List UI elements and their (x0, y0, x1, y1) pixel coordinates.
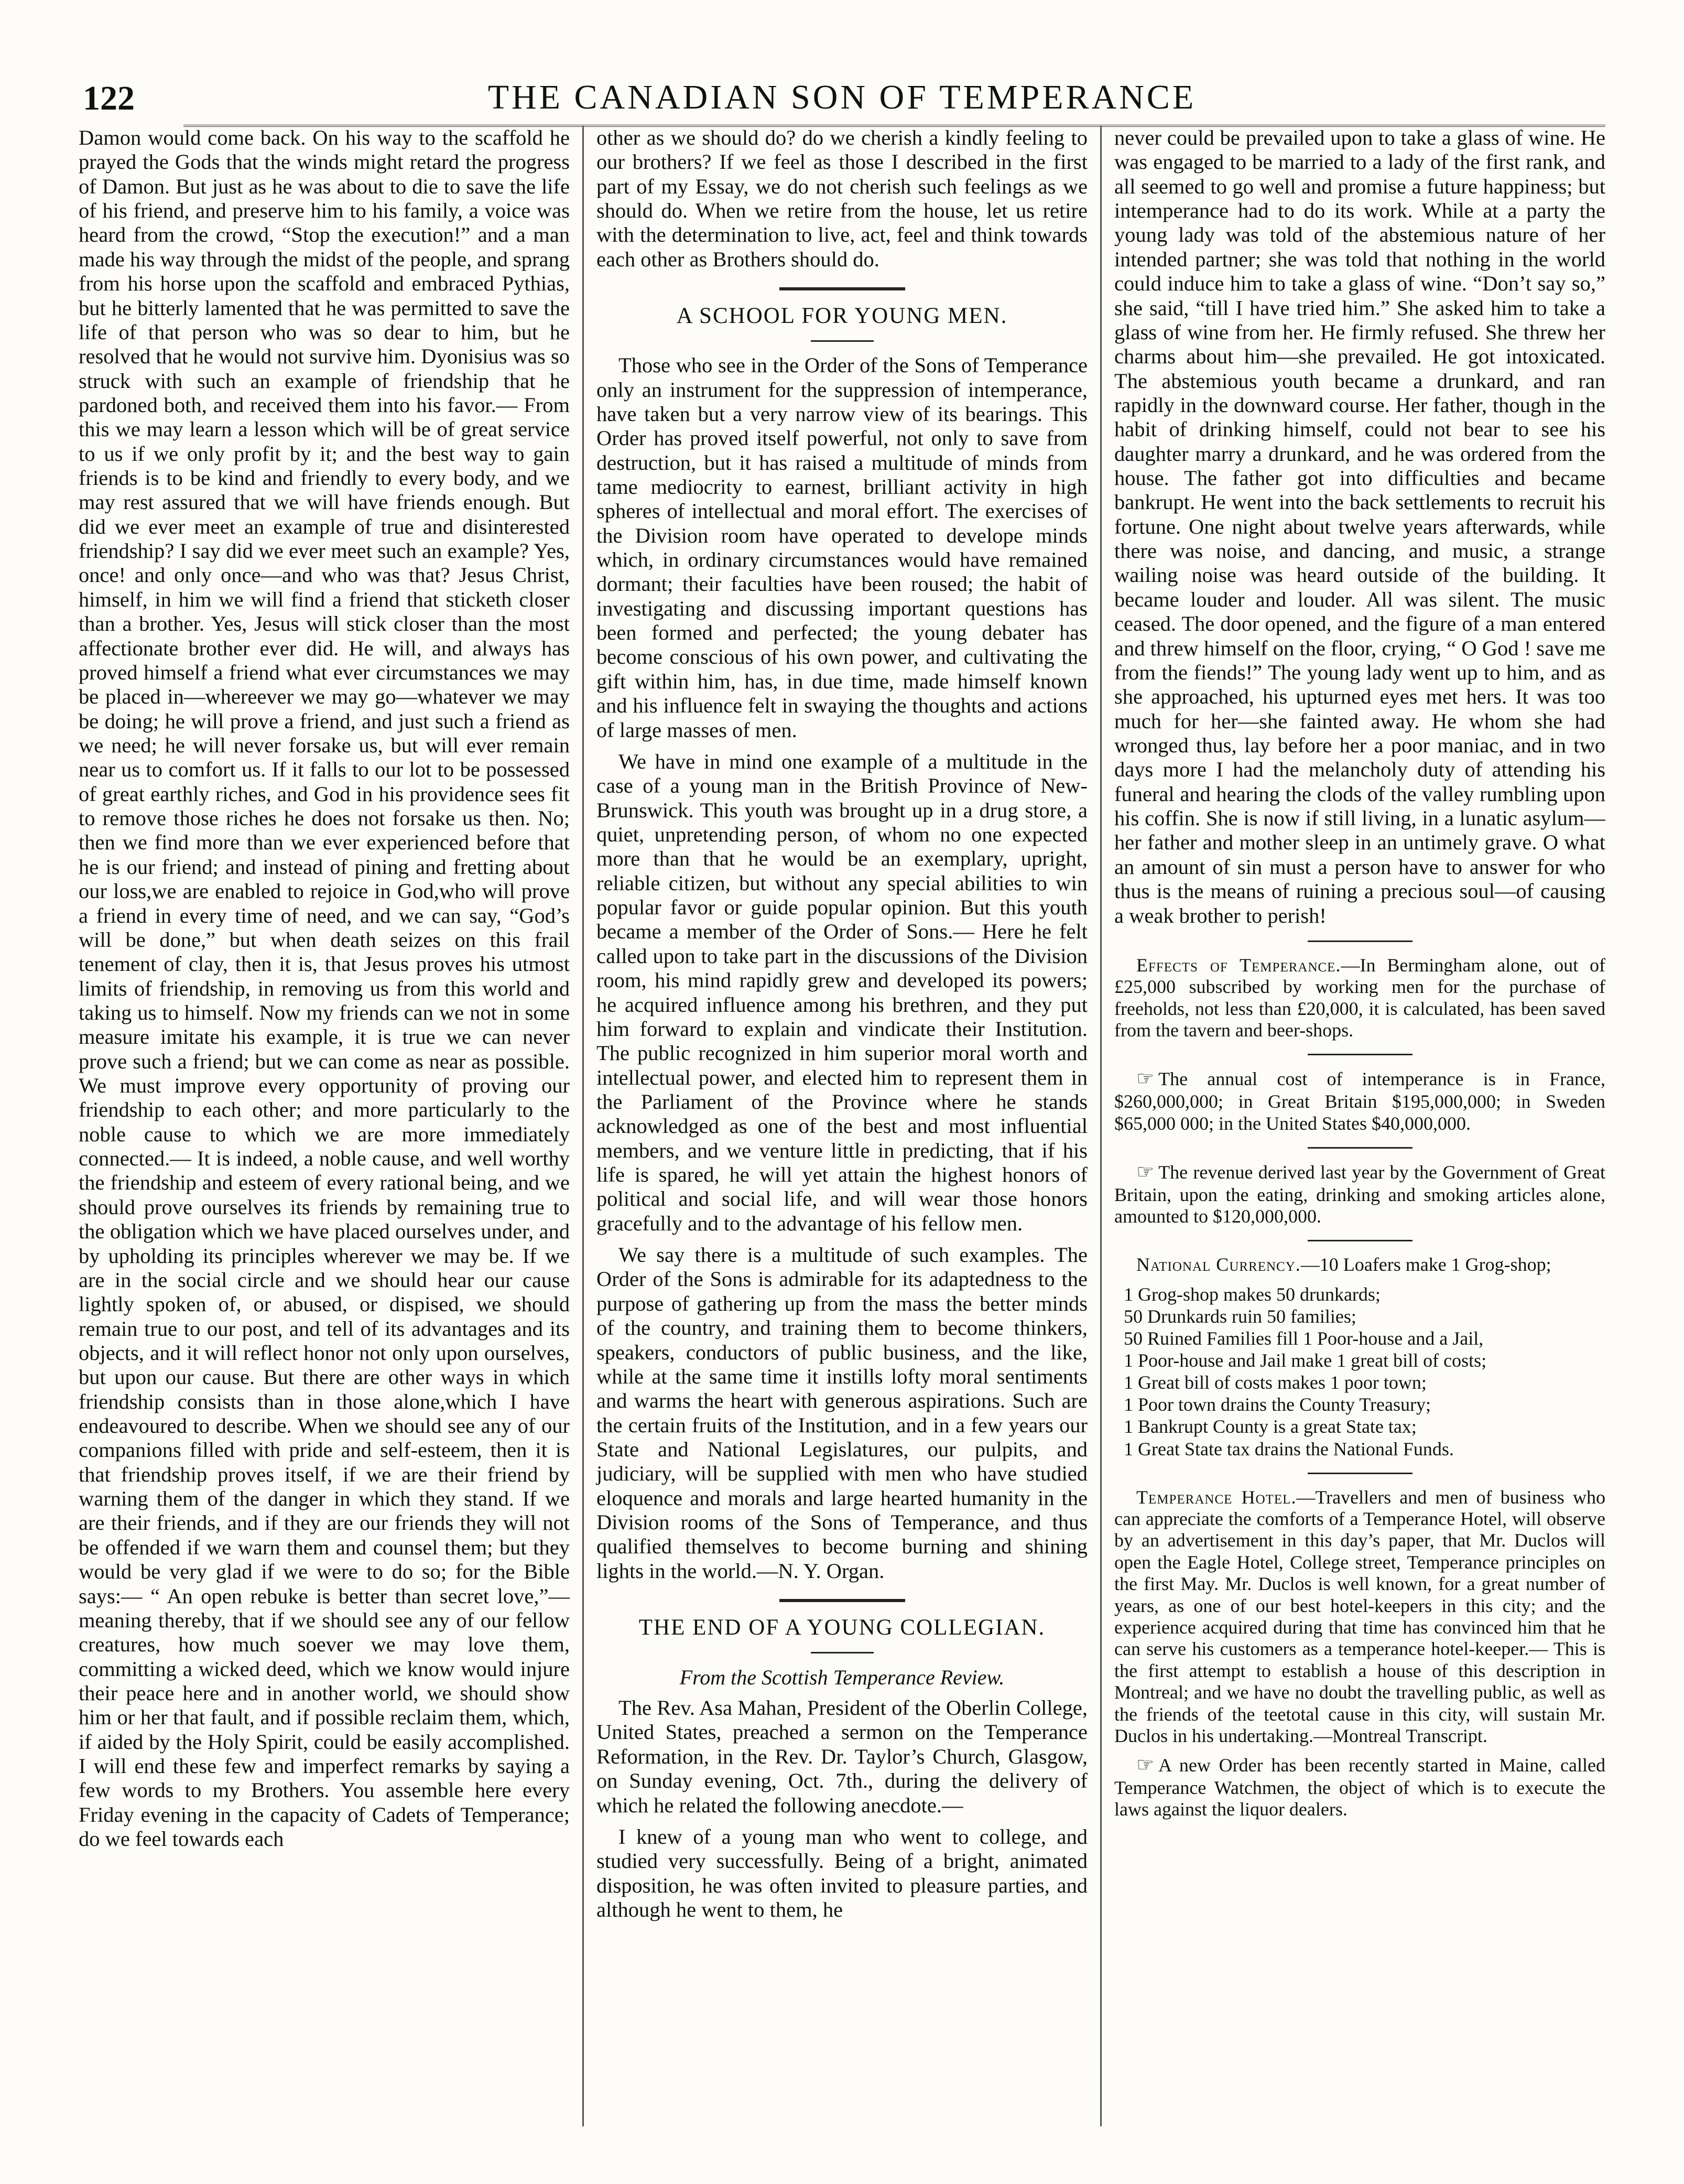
page-header (79, 73, 1605, 131)
effects-item (1114, 955, 1605, 1042)
currency-list (1114, 1283, 1605, 1460)
list-item: 1 Poor-house and Jail make 1 great bill of costs; (1124, 1350, 1487, 1371)
section-divider (1308, 1147, 1413, 1149)
heading-rule (811, 340, 874, 342)
revenue-item (1114, 1161, 1605, 1227)
order-text: A new Order has been recently started in Maine, called Temperance Watchmen, the object of which is to execute the laws against the liquor dealers. (1114, 1755, 1605, 1820)
currency-title: National Currency. (1136, 1254, 1301, 1275)
section-divider (1308, 1240, 1413, 1241)
list-item: 1 Great State tax drains the National Funds. (1124, 1438, 1454, 1459)
order-item (1114, 1754, 1605, 1820)
collegian-story: never could be prevailed upon to take a glass of wine. He was engaged to be married to a lady of the first rank, and all seemed to go well and promise a future happiness; but intemperance had to do its work. While at a party the young lady was told of the abstemious nature of her intended partner; she was told that nothing in the world could induce him to take a glass of wine. “Don’t say so,” she said, “till I have tried him.” She asked him to take a glass of wine from her. He firmly refused. She threw her charms about him—she prevailed. He got intoxicated. The abstemious youth became a drunkard, and ran rapidly in the downward course. Her father, though in the habit of drinking himself, could not bear to see his daughter marry a drunkard, and he was ordered from the house. The father got into difficulties and became bankrupt. He went into the back settlements to recruit his fortune. One night about twelve years afterwards, while there was noise, and dancing, and music, a strange wailing noise was heard outside of the building. It became louder and louder. All was silent. The music ceased. The door opened, and the figure of a man entered and threw himself on the floor, crying, “ O God ! save me from the fiends!” The young lady went up to him, and as she approached, his upturned eyes met hers. It was too much for her—she fainted away. He whom she had wronged thus, lay before her a poor maniac, and in two days more I had the melancholy duty of attending his funeral and hearing the clods of the valley rumbling upon his coffin. She is now if still living, in a lunatic asylum—her father and mother sleep in an untimely grave. O what an amount of sin must a person have to answer for who thus is the means of ruining a precious soul—of causing a weak brother to perish! (1114, 126, 1605, 927)
essay-continuation: Damon would come back. On his way to the scaffold he prayed the Gods that the winds might retard the progress of Damon. But just as he was about to die to save the life of his friend, and preserve him to his family, a voice was heard from the crowd, “Stop the execution!” and a man made his way through the midst of the people, and sprang from his horse upon the scaffold and embraced Pythias, but he bitterly lamented that he was permitted to save the life of that person who was so dear to him, but he resolved that he would not survive him. Dyonisius was so struck with such an example of friendship that he pardoned both, and received them into his favor.— From this we may learn a lesson which will be of great service to us if we only profit by it; and the best way to gain friends is to be kind and friendly to every body, and we may rest assured that we will have friends enough. But did we ever meet an example of true and disinterested friendship? I say did we ever meet such an example? Yes, once! and only once—and who was that? Jesus Christ, himself, in him we will find a friend that sticketh closer than a brother. Yes, Jesus will stick closer than the most affectionate brother ever did. He will, and always has proved himself a friend what ever circumstances we may be placed in—whereever we may go—whatever we may be doing; he will prove a friend, and just such a friend as we need; he will never forsake us, but will ever remain near us to comfort us. If it falls to our lot to be possessed of great earthly riches, and God in his providence sees fit to remove those riches he does not forsake us then. No; then we find more than we ever experienced before that he is our friend; and instead of pining and fretting about our loss,we are enabled to rejoice in God,who will prove a friend in every time of need, and we can say, “God’s will be done,” but when death seizes on this frail tenement of clay, then it is, that Jesus proves his utmost limits of friendship, in removing us from this world and taking us to himself. Now my friends can we not in some measure imitate his example, it is true we can never prove such a friend; but we can come as near as possible. We must improve every opportunity of proving our friendship to each other; and more particularly to the noble cause to which we are more immediately connected.— It is indeed, a noble cause, and well worthy the friendship and esteem of every rational being, and we should prove ourselves its friends by remaining true to the obligation which we have placed ourselves under, and by upholding its principles wherever we may be. If we are in the social circle and we should hear our cause lightly spoken of, or abused, or dispised, we should remain true to our post, and tell of its advantages and its objects, and it will reflect honor not only upon ourselves, but upon our cause. But there are other ways in which friendship consists than in those alone,which I have endeavoured to describe. When we should see any of our companions filled with pride and self-esteem, then it is that friendship proves itself, if we are their friend by warning them of the danger in which they stand. If we are their friends, and if they are our friends they will not be offended if we warn them and counsel them; but they would be very glad if we were to do so; for the Bible says:— “ An open rebuke is better than secret love,”— meaning thereby, that if we should see any of our fellow creatures, how much soever we may love them, committing a wicked deed, which we know would injure their peace here and in another world, we should show him or her that fault, and if possible reclaim them, which, if aided by the Holy Spirit, could be easily accomplished. I will end these few and imperfect remarks by saying a few words to my Brothers. You assemble here every Friday evening in the capacity of Cadets of Temperance; do we feel towards each (79, 126, 570, 1851)
column-2 (582, 126, 1100, 2126)
cost-text: The annual cost of intemperance is in France, $260,000,000; in Great Britain $195,000,000; in Sweden $65,000 000; in the United States $40,000,000. (1114, 1068, 1605, 1134)
revenue-text: The revenue derived last year by the Government of Great Britain, upon the eating, drinking and smoking articles alone, amounted to $120,000,000. (1114, 1161, 1605, 1227)
pointing-hand-icon: ☞ (1136, 1161, 1155, 1183)
essay-conclusion: other as we should do? do we cherish a kindly feeling to our brothers? If we feel as those I described in the first part of my Essay, we do not cherish such feelings as we should do. When we retire from the house, let us retire with the determination to live, act, feel and think towards each other as Brothers should do. (596, 126, 1088, 271)
article-byline: From the Scottish Temperance Review. (679, 1666, 1005, 1690)
effects-text: —In Bermingham alone, out of £25,000 subscribed by working men for the purchase of freeholds, not less than £20,000, it is calculated, has been saved from the tavern and beer-shops. (1114, 954, 1605, 1041)
pointing-hand-icon: ☞ (1136, 1754, 1155, 1777)
list-item: 1 Great bill of costs makes 1 poor town; (1124, 1372, 1427, 1393)
currency-intro: —10 Loafers make 1 Grog-shop; (1300, 1254, 1551, 1275)
section-divider (779, 287, 905, 290)
effects-title: Effects of Temperance. (1136, 954, 1341, 976)
hotel-item (1114, 1487, 1605, 1747)
article-heading-school: A SCHOOL FOR YOUNG MEN. (676, 304, 1008, 329)
columns (79, 126, 1605, 2126)
article-heading-collegian: THE END OF A YOUNG COLLEGIAN. (638, 1615, 1046, 1640)
currency-item (1114, 1254, 1605, 1275)
article-paragraph: Those who see in the Order of the Sons of Temperance only an instrument for the suppression of intemperance, have taken but a very narrow view of its bearings. This Order has proved itself powerful, not only to save from destruction, but it has raised a multitude of minds from tame mediocrity to earnest, brilliant activity in high spheres of intellectual and moral effort. The exercises of the Division room have operated to develope minds which, in ordinary circumstances would have remained dormant; their faculties have been roused; the habit of investigating and discussing important questions has been formed and perfected; the young debater has become conscious of his own power, and cultivating the gift within him, has, in due time, made himself known and his influence felt in swaying the thoughts and actions of large masses of men. (596, 353, 1088, 742)
article-paragraph: We have in mind one example of a multitude in the case of a young man in the British Province of New-Brunswick. This youth was brought up in a drug store, a quiet, unpretending person, of whom no one expected more than that he would be an exemplary, upright, reliable citizen, but without any special abilities to win popular favor or guide popular opinion. But this youth became a member of the Order of Sons.— Here he felt called upon to take part in the discussions of the Division room, his mind rapidly grew and developed its powers; he acquired influence among his brethren, and they put him forward to explain and vindicate their Institution. The public recognized in him superior moral worth and intellectual power, and elected him to represent them in the Parliament of the Province where he stands acknowledged as one of the best and most influential members, and we venture little in predicting, that if his life is spared, he will yet attain the highest honors of political and social life, and will wear those honors gracefully and to the advantage of his fellow men. (596, 749, 1088, 1235)
article-paragraph: I knew of a young man who went to college, and studied very successfully. Being of a bright, animated disposition, he was often invited to pleasure parties, and although he went to them, he (596, 1824, 1088, 1921)
list-item: 1 Bankrupt County is a great State tax; (1124, 1416, 1417, 1437)
pointing-hand-icon: ☞ (1136, 1068, 1155, 1090)
list-item: 50 Ruined Families fill 1 Poor-house and a Jail, (1124, 1327, 1484, 1349)
section-divider (1308, 940, 1413, 942)
page-number: 122 (83, 79, 135, 117)
column-1 (79, 126, 582, 2126)
section-divider (779, 1599, 905, 1602)
heading-rule (811, 1652, 874, 1653)
section-divider (1308, 1054, 1413, 1055)
list-item: 1 Poor town drains the County Treasury; (1124, 1394, 1431, 1415)
list-item: 50 Drunkards ruin 50 families; (1124, 1305, 1356, 1327)
list-item: 1 Grog-shop makes 50 drunkards; (1124, 1283, 1381, 1305)
article-paragraph: We say there is a multitude of such examples. The Order of the Sons is admirable for its adaptedness to the purpose of gathering up from the mass the better minds of the country, and training them to become thinkers, speakers, conductors of public business, and the like, while at the same time it instills lofty moral sentiments and warms the heart with generous aspirations. Such are the certain fruits of the Institution, and in a few years our State and National Legislatures, our pulpits, and judiciary, will be supplied with men who have studied eloquence and morals and large hearted humanity in the Division rooms of the Sons of Temperance, and thus qualified themselves to become burning and shining lights in the world.—N. Y. Organ. (596, 1243, 1088, 1583)
section-divider (1308, 1473, 1413, 1474)
cost-item (1114, 1068, 1605, 1134)
running-title: THE CANADIAN SON OF TEMPERANCE (487, 78, 1197, 116)
hotel-text: —Travellers and men of business who can appreciate the comforts of a Temperance Hotel, will observe by an advertisement in this day’s paper, that Mr. Duclos will open the Eagle Hotel, College street, Temperance principles on the first May. Mr. Duclos is well known, for a great number of years, as one of our best hotel-keepers in this city; and the experience acquired during that time has convinced him that he can serve his customers as a temperance hotel-keeper.— This is the first attempt to establish a house of this description in Montreal; and we have no doubt the travelling public, as well as the friends of the teetotal cause in this city, will sustain Mr. Duclos in his undertaking.—Montreal Transcript. (1114, 1486, 1605, 1746)
article-paragraph: The Rev. Asa Mahan, President of the Oberlin College, United States, preached a sermon on the Temperance Reformation, in the Rev. Dr. Taylor’s Church, Glasgow, on Sunday evening, Oct. 7th., during the delivery of which he related the following anecdote.— (596, 1696, 1088, 1817)
hotel-title: Temperance Hotel. (1136, 1486, 1297, 1508)
column-3 (1100, 126, 1605, 2126)
